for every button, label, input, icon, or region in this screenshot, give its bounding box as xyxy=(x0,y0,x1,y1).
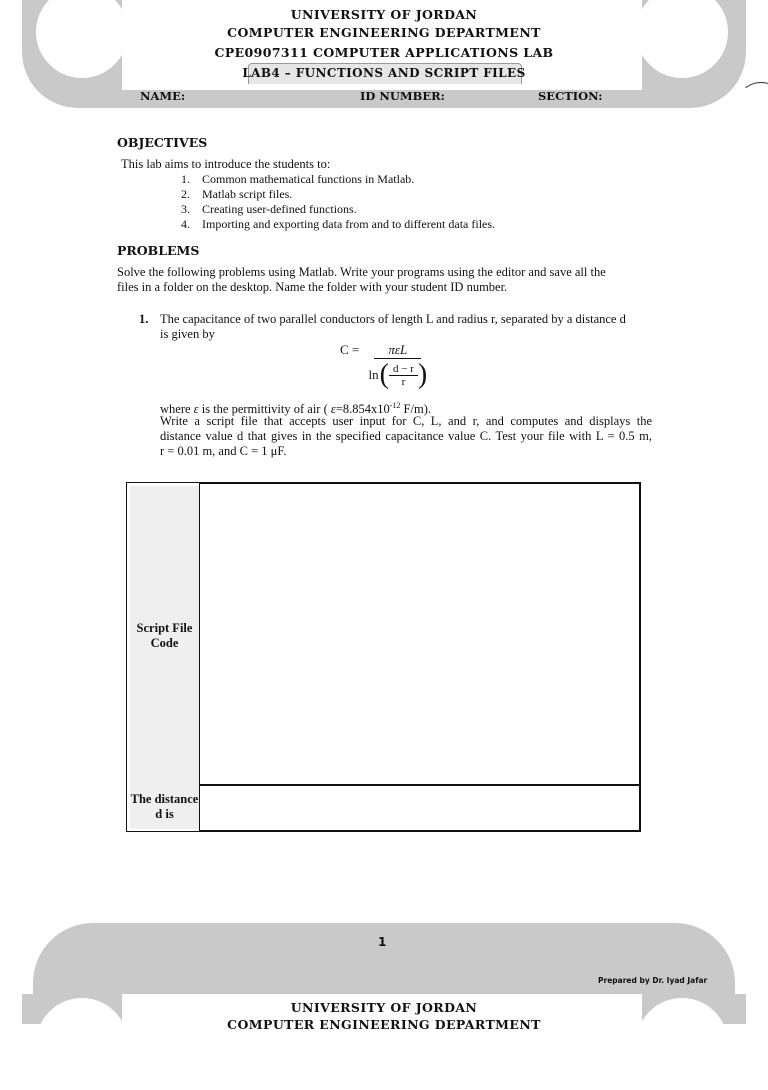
next-header-university: UNIVERSITY OF JORDAN xyxy=(290,1000,478,1015)
formula-inner-numerator: d − r xyxy=(389,363,418,376)
next-header-department: COMPUTER ENGINEERING DEPARTMENT xyxy=(227,1017,541,1032)
script-code-label-cell xyxy=(130,486,200,785)
capacitance-formula xyxy=(340,342,431,389)
list-item: 2. Matlab script files. xyxy=(181,187,293,201)
problem-line4: distance value d that gives in the specified capacitance value C. Test your file with L = 0.5 m, xyxy=(160,429,652,443)
formula-numerator: πεL xyxy=(374,342,421,359)
script-code-area[interactable] xyxy=(199,483,640,785)
page-number: 1 xyxy=(378,935,387,949)
header-course: CPE0907311 COMPUTER APPLICATIONS LAB xyxy=(214,45,554,60)
distance-label-cell xyxy=(130,785,200,829)
problem-line2: is given by xyxy=(160,327,215,341)
formula-lhs: C = xyxy=(340,342,360,358)
formula-inner-fraction xyxy=(389,363,418,388)
problem-number: 1. xyxy=(139,312,149,326)
problems-title: PROBLEMS xyxy=(117,243,200,258)
prepared-by: Prepared by Dr. Iyad Jafar xyxy=(598,976,708,985)
formula-left-paren: ( xyxy=(379,359,389,390)
formula-ln: ln xyxy=(368,367,379,382)
problem-line1: The capacitance of two parallel conductors of length L and radius r, separated by a distance d xyxy=(160,312,626,326)
objectives-list xyxy=(181,172,495,232)
header-banner xyxy=(22,0,746,110)
permittivity-line: where ε is the permittivity of air ( $\varepsilon=8.854x10^{-12}$ F/m). xyxy=(160,401,431,417)
list-item: 3. Creating user-defined functions. xyxy=(181,202,357,216)
section-label: SECTION: xyxy=(538,89,603,103)
header-university: UNIVERSITY OF JORDAN xyxy=(290,7,478,22)
problems-intro-line1: Solve the following problems using Matlab. Write your programs using the editor and save all the xyxy=(117,265,606,279)
list-item: 1. Common mathematical functions in Matlab. xyxy=(181,172,415,186)
name-label: NAME: xyxy=(140,89,186,103)
formula-right-paren: ) xyxy=(417,359,428,390)
lab-title: LAB4 – FUNCTIONS AND SCRIPT FILES xyxy=(242,66,526,80)
distance-label: The distance d is xyxy=(130,792,199,821)
objectives-title: OBJECTIVES xyxy=(117,135,208,150)
problems-intro-line2: files in a folder on the desktop. Name the folder with your student ID number. xyxy=(117,280,508,294)
distance-answer-field[interactable] xyxy=(199,785,640,831)
script-code-label: Script File Code xyxy=(136,620,193,650)
formula-denominator xyxy=(365,359,432,389)
formula-inner-denominator: r xyxy=(401,375,406,388)
objectives-intro: This lab aims to introduce the students to: xyxy=(121,157,331,171)
problem-line3: Write a script file that accepts user input for C, L, and r, and computes and displays the xyxy=(160,414,652,428)
answer-table xyxy=(126,482,641,832)
list-item: 4. Importing and exporting data from and to different data files. xyxy=(181,217,496,231)
problem-line5: r = 0.01 m, and C = 1 μF. xyxy=(160,444,287,458)
formula-fraction xyxy=(365,342,432,389)
id-number-label: ID NUMBER: xyxy=(360,89,445,103)
header-department: COMPUTER ENGINEERING DEPARTMENT xyxy=(227,25,541,40)
